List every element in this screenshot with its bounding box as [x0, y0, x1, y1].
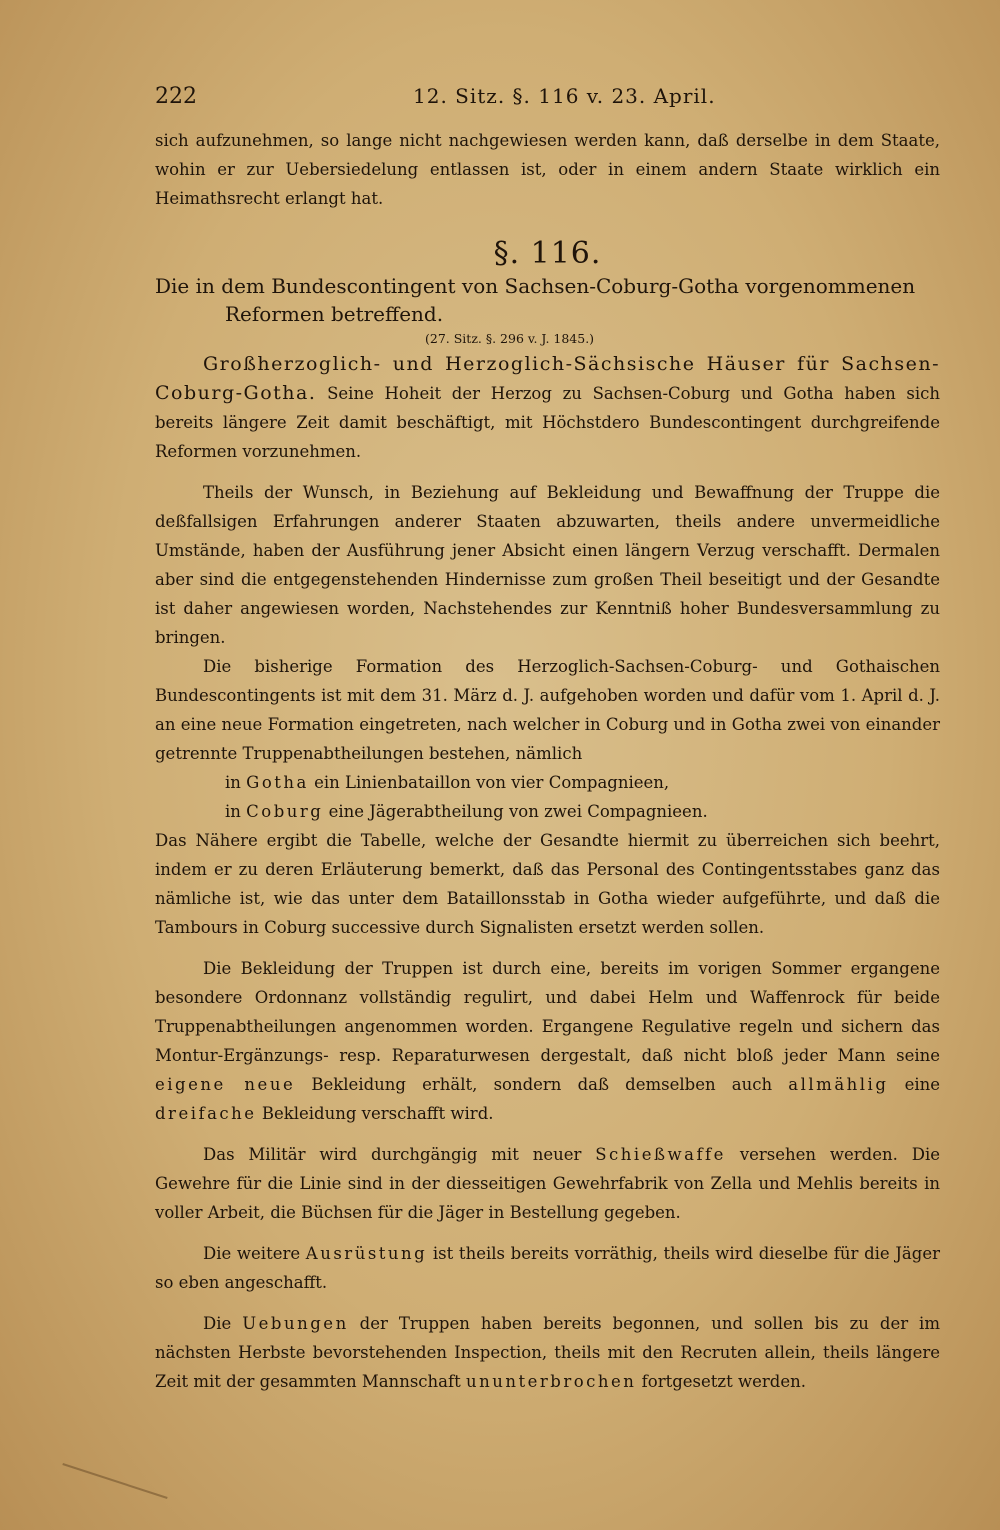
paragraph-7 — [155, 1239, 940, 1297]
list-item-prefix: in — [225, 802, 241, 821]
paragraph-6 — [155, 1140, 940, 1227]
paragraph-5-text-a: Die Bekleidung der Truppen ist durch eine, bereits im vorigen Sommer ergangene besondere Ordonnanz vollständig regulirt, und dabei Helm und Waffenrock für beide Truppenabtheilungen angenommen worden. Ergangene Regulative regeln und sichern das Montur-Ergänzungs- resp. Reparaturwesen dergestalt, daß nicht bloß jeder Mann seine — [155, 959, 940, 1065]
paragraph-8-text-b: der Truppen haben bereits begonnen, und sollen bis zu der im nächsten Herbste bevorstehenden Inspection, theils mit den Recruten allein, theils längere Zeit mit der gesammten Mannschaft — [155, 1314, 940, 1391]
page-number: 222 — [155, 84, 197, 109]
list-item-gotha — [155, 768, 940, 797]
section-title: Die in dem Bundescontingent von Sachsen-Coburg-Gotha vorgenommenen Reformen betreffend. — [155, 274, 916, 326]
paragraph-7-emphasis: Ausrüstung — [305, 1244, 428, 1263]
paragraph-6-text-a: Das Militär wird durchgängig mit neuer — [203, 1145, 582, 1164]
paragraph-1-text: Seine Hoheit der Herzog zu Sachsen-Coburg und Gotha haben sich bereits längere Zeit damit beschäftigt, mit Höchstdero Bundescontingent durchgreifende Reformen vorzunehmen. — [155, 384, 940, 461]
paragraph-2: Theils der Wunsch, in Beziehung auf Bekleidung und Bewaffnung der Truppe die deßfallsigen Erfahrungen anderer Staaten abzuwarten, theils andere unvermeidliche Umstände, haben der Ausführung jener Absicht einen längern Verzug verschafft. Dermalen aber sind die entgegenstehenden Hindernisse zum großen Theil beseitigt und der Gesandte ist daher angewiesen worden, Nachstehendes zur Kenntniß hoher Bundesversammlung zu bringen. — [155, 483, 940, 647]
list-item-text: ein Linienbataillon von vier Compagnieen, — [314, 773, 670, 792]
paragraph-8 — [155, 1309, 940, 1396]
paragraph-1 — [155, 350, 940, 466]
page-scratch-mark — [62, 1463, 167, 1499]
paragraph-8-emphasis-2: ununterbrochen — [465, 1372, 637, 1391]
paragraph-1-lead: Großherzoglich- und Herzoglich-Sächsische Häuser für Sachsen-Coburg-Gotha. — [155, 353, 940, 404]
paragraph-6-emphasis: Schießwaffe — [595, 1145, 726, 1164]
paragraph-3: Die bisherige Formation des Herzoglich-Sachsen-Coburg- und Gothaischen Bundescontingents ist mit dem 31. März d. J. aufgehoben worden und dafür vom 1. April d. J. an eine neue Formation eingetreten, nach welcher in Coburg und in Gotha zwei von einander getrennte Truppenabtheilungen bestehen, nämlich — [155, 657, 940, 763]
paragraph-5-text-d: Bekleidung verschafft wird. — [261, 1104, 494, 1123]
section-reference: (27. Sitz. §. 296 v. J. 1845.) — [425, 331, 595, 346]
paragraph-8-text-c: fortgesetzt werden. — [641, 1372, 806, 1391]
list-item-place: Coburg — [246, 802, 324, 821]
paragraph-5-emphasis-3: dreifache — [155, 1104, 257, 1123]
paragraph-8-emphasis-1: Uebungen — [242, 1314, 349, 1333]
running-head: 12. Sitz. §. 116 v. 23. April. — [413, 84, 716, 108]
paragraph-5 — [155, 954, 940, 1128]
page-header — [155, 82, 940, 122]
list-item-text: eine Jägerabtheilung von zwei Compagnieen. — [328, 802, 708, 821]
paragraph-4: Das Nähere ergibt die Tabelle, welche der Gesandte hiermit zu überreichen sich beehrt, indem er zu deren Erläuterung bemerkt, daß das Personal des Contingentsstabes ganz das nämliche ist, wie das unter dem Bataillonsstab in Gotha wieder aufgeführte, und daß die Tambours in Coburg successive durch Signalisten ersetzt werden sollen. — [155, 831, 940, 937]
list-item-prefix: in — [225, 773, 241, 792]
paragraph-8-text-a: Die — [203, 1314, 232, 1333]
paragraph-7-text-b: ist theils bereits vorräthig, theils wird dieselbe für die Jäger so eben angeschafft. — [155, 1244, 940, 1292]
paragraph-5-text-b: Bekleidung erhält, sondern daß demselben auch — [311, 1075, 773, 1094]
text-block — [155, 82, 940, 1396]
list-item-coburg — [155, 797, 940, 826]
paragraph-5-text-c: eine — [904, 1075, 941, 1094]
section-number: §. 116. — [493, 236, 602, 271]
paragraph-7-text-a: Die weitere — [203, 1244, 301, 1263]
paragraph-5-emphasis-2: allmählig — [788, 1075, 889, 1094]
paragraph-continuation: sich aufzunehmen, so lange nicht nachgewiesen werden kann, daß derselbe in dem Staate, wohin er zur Uebersiedelung entlassen ist, oder in einem andern Staate wirklich ein Heimathsrecht erlangt hat. — [155, 131, 940, 208]
paragraph-6-text-b: versehen werden. Die Gewehre für die Linie sind in der diesseitigen Gewehrfabrik von Zella und Mehlis bereits in voller Arbeit, die Büchsen für die Jäger in Bestellung gegeben. — [155, 1145, 941, 1222]
paragraph-5-emphasis-1: eigene neue — [155, 1075, 296, 1094]
list-item-place: Gotha — [246, 773, 309, 792]
